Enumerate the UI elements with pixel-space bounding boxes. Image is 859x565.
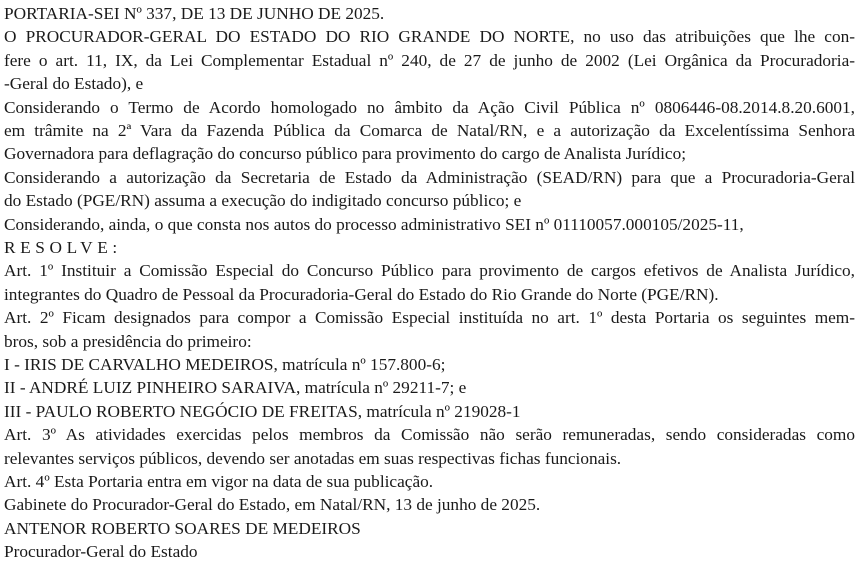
- considerando-paragraph-2: [4, 166, 855, 213]
- article-line: Art. 1º Instituir a Comissão Especial do Concurso Público para provimento de cargos efetivos de Analista Jurídico,: [4, 261, 855, 281]
- member-item: III - PAULO ROBERTO NEGÓCIO DE FREITAS, matrícula nº 219028-1: [4, 401, 521, 421]
- portaria-header: PORTARIA-SEI Nº 337, DE 13 DE JUNHO DE 2025.: [4, 4, 385, 23]
- article-1: [4, 259, 855, 306]
- considerando-line: Governadora para deflagração do concurso público para provimento do cargo de Analista Jurídico;: [4, 144, 687, 164]
- considerando-line: Considerando a autorização da Secretaria de Estado da Administração (SEAD/RN) para que a Procuradoria-Geral: [4, 167, 855, 187]
- article-4: Art. 4º Esta Portaria entra em vigor na data de sua publicação.: [4, 472, 434, 491]
- considerando-paragraph-1: [4, 96, 855, 166]
- preamble-line: O PROCURADOR-GERAL DO ESTADO DO RIO GRANDE DO NORTE, no uso das atribuições que lhe con-: [4, 27, 855, 47]
- article-line: bros, sob a presidência do primeiro:: [4, 331, 252, 351]
- preamble-line: fere o art. 11, IX, da Lei Complementar Estadual nº 240, de 27 de junho de 2002 (Lei Orgânica da Procuradoria-: [4, 50, 855, 70]
- considerando-line: Considerando o Termo de Acordo homologado no âmbito da Ação Civil Pública nº 0806446-08.2014.8.20.6001,: [4, 97, 855, 117]
- member-list: [4, 353, 855, 423]
- considerando-line: Considerando, ainda, o que consta nos autos do processo administrativo SEI nº 01110057.000105/2025-11,: [4, 214, 744, 234]
- member-item: II - ANDRÉ LUIZ PINHEIRO SARAIVA, matrícula nº 29211-7; e: [4, 378, 467, 398]
- signatory-title: Procurador-Geral do Estado: [4, 542, 198, 562]
- portaria-document: [4, 2, 855, 564]
- considerando-line: do Estado (PGE/RN) assuma a execução do indigitado concurso público; e: [4, 191, 522, 211]
- article-line: Art. 3º As atividades exercidas pelos membros da Comissão não serão remuneradas, sendo consideradas como: [4, 425, 855, 445]
- preamble-paragraph: [4, 25, 855, 95]
- article-2: [4, 306, 855, 353]
- member-item: I - IRIS DE CARVALHO MEDEIROS, matrícula nº 157.800-6;: [4, 354, 446, 374]
- considerando-paragraph-3: [4, 213, 855, 236]
- resolve-heading: RESOLVE:: [4, 237, 122, 257]
- article-line: integrantes do Quadro de Pessoal da Procuradoria-Geral do Estado do Rio Grande do Norte (PGE/RN).: [4, 284, 719, 304]
- considerando-line: em trâmite na 2ª Vara da Fazenda Pública da Comarca de Natal/RN, e a autorização da Excelentíssima Senhora: [4, 120, 855, 140]
- article-line: Art. 2º Ficam designados para compor a Comissão Especial instituída no art. 1º desta Portaria os seguintes mem-: [4, 308, 855, 328]
- preamble-line: -Geral do Estado), e: [4, 74, 144, 94]
- signatory-name: ANTENOR ROBERTO SOARES DE MEDEIROS: [4, 518, 361, 538]
- article-3: [4, 423, 855, 470]
- closing-line: Gabinete do Procurador-Geral do Estado, em Natal/RN, 13 de junho de 2025.: [4, 495, 541, 515]
- article-line: relevantes serviços públicos, devendo ser anotadas em suas respectivas fichas funcionais.: [4, 448, 622, 468]
